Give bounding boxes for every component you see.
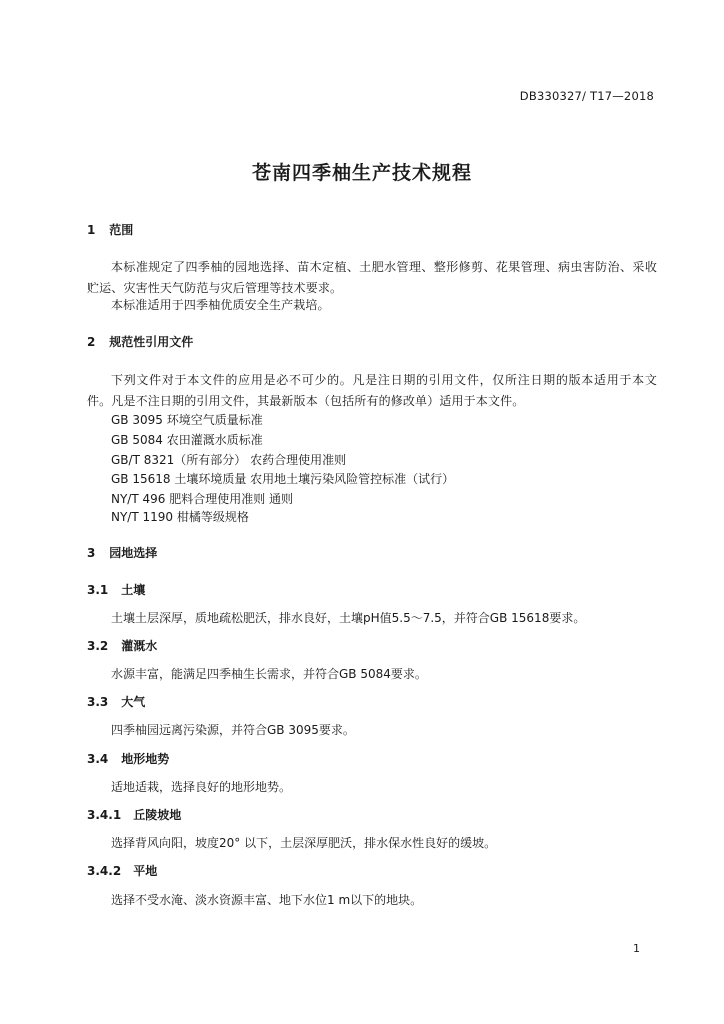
scope-applicability: 本标准适用于四季柚优质安全生产栽培。 [111, 298, 330, 312]
document-title: 苍南四季柚生产技术规程 [251, 162, 472, 184]
reference-item: NY/T 496 肥料合理使用准则 通则 [111, 492, 294, 506]
section-number: 3 [87, 546, 96, 560]
normative-intro-paragraph: 下列文件对于本文件的应用是必不可少的。凡是注日期的引用文件，仅所注日期的版本适用于本文件。凡是不注日期的引用文件，其最新版本（包括所有的修改单）适用于本文件。 [87, 373, 657, 408]
subsection-number: 3.2 [87, 639, 109, 653]
reference-item: GB 5084 农田灌溉水质标准 [111, 433, 263, 447]
section-number: 2 [87, 335, 96, 349]
section-3-heading [87, 544, 157, 561]
subsection-title: 丘陵坡地 [133, 808, 182, 822]
section-title: 规范性引用文件 [109, 335, 194, 349]
page-number: 1 [633, 942, 640, 955]
section-1-heading [87, 221, 133, 238]
soil-text: 土壤土层深厚，质地疏松肥沃，排水良好，土壤pH值5.5～7.5，并符合GB 15618要求。 [111, 611, 586, 625]
terrain-text: 适地适栽，选择良好的地形地势。 [111, 780, 292, 794]
reference-item: GB 3095 环境空气质量标准 [111, 413, 263, 427]
subsection-number: 3.4 [87, 752, 109, 766]
reference-item: NY/T 1190 柑橘等级规格 [111, 510, 249, 524]
reference-item: GB/T 8321（所有部分） 农药合理使用准则 [111, 453, 347, 467]
flatland-text: 选择不受水淹、淡水资源丰富、地下水位1 m以下的地块。 [111, 893, 423, 907]
subsection-3-4-1-heading [87, 806, 181, 823]
subsection-number: 3.4.2 [87, 864, 122, 878]
irrigation-water-text: 水源丰富，能满足四季柚生长需求，并符合GB 5084要求。 [111, 667, 427, 681]
scope-paragraph: 本标准规定了四季柚的园地选择、苗木定植、土肥水管理、整形修剪、花果管理、病虫害防治、采收贮运、灾害性天气防范与灾后管理等技术要求。 [87, 260, 657, 295]
subsection-3-4-heading [87, 750, 169, 767]
subsection-title: 平地 [133, 864, 158, 878]
subsection-3-4-2-heading [87, 862, 157, 879]
subsection-title: 土壤 [121, 583, 146, 597]
subsection-number: 3.4.1 [87, 808, 122, 822]
subsection-number: 3.1 [87, 583, 109, 597]
hilly-slope-text: 选择背风向阳，坡度20° 以下，土层深厚肥沃，排水保水性良好的缓坡。 [111, 836, 497, 850]
subsection-3-1-heading [87, 581, 145, 598]
subsection-number: 3.3 [87, 695, 109, 709]
subsection-title: 地形地势 [121, 752, 170, 766]
reference-item: GB 15618 土壤环境质量 农用地土壤污染风险管控标准（试行） [111, 472, 455, 486]
section-title: 园地选择 [109, 546, 158, 560]
subsection-3-3-heading [87, 693, 145, 710]
air-text: 四季柚园远离污染源，并符合GB 3095要求。 [111, 723, 355, 737]
section-title: 范围 [109, 223, 134, 237]
subsection-3-2-heading [87, 637, 157, 654]
section-2-heading [87, 333, 193, 350]
subsection-title: 灌溉水 [121, 639, 158, 653]
section-number: 1 [87, 223, 96, 237]
document-code: DB330327/ T17—2018 [519, 89, 654, 103]
subsection-title: 大气 [121, 695, 146, 709]
